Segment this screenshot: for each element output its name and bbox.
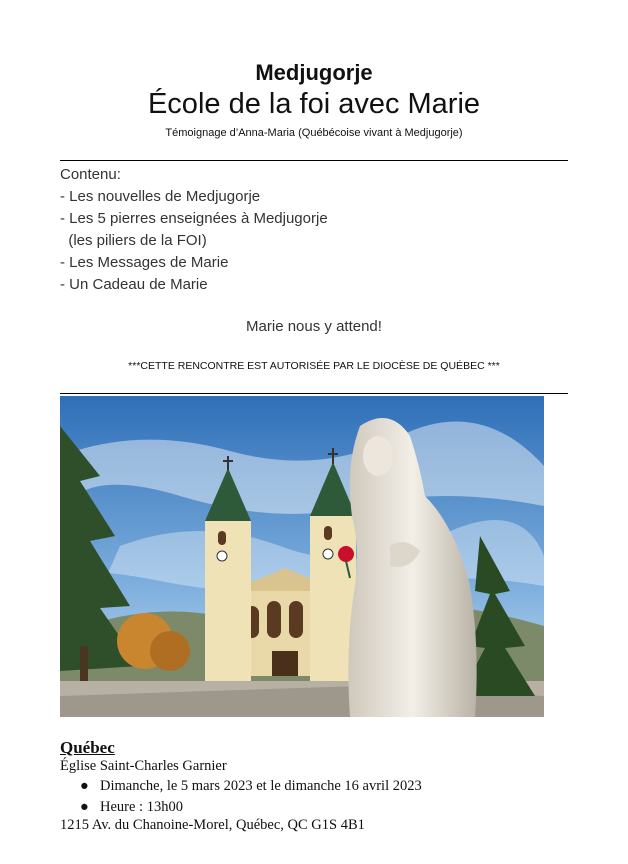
contents-item: - Les 5 pierres enseignées à Medjugorje bbox=[60, 210, 328, 227]
testimony-line: Témoignage d’Anna-Maria (Québécoise vivant à Medjugorje) bbox=[165, 127, 463, 139]
approval-notice: ***CETTE RENCONTRE EST AUTORISÉE PAR LE DIOCÈSE DE QUÉBEC *** bbox=[128, 360, 500, 372]
page-subtitle: École de la foi avec Marie bbox=[147, 88, 481, 120]
event-city: Québec bbox=[60, 738, 115, 757]
medjugorje-church-photo bbox=[60, 396, 544, 717]
contents-item: - Un Cadeau de Marie bbox=[60, 276, 208, 293]
contents-item: - Les nouvelles de Medjugorje bbox=[60, 188, 261, 205]
event-details bbox=[80, 776, 422, 818]
contents-item: (les piliers de la FOI) bbox=[60, 232, 207, 249]
bullet-icon: ● bbox=[80, 778, 89, 794]
event-date: Dimanche, le 5 mars 2023 et le dimanche 16 avril 2023 bbox=[100, 778, 422, 794]
tagline: Marie nous y attend! bbox=[246, 318, 382, 335]
divider-top bbox=[60, 160, 568, 161]
event-detail-item bbox=[80, 797, 422, 818]
bullet-icon: ● bbox=[80, 799, 89, 815]
event-detail-item bbox=[80, 776, 422, 797]
event-church: Église Saint-Charles Garnier bbox=[60, 758, 227, 774]
event-address: 1215 Av. du Chanoine-Morel, Québec, QC G1S 4B1 bbox=[60, 817, 365, 833]
contents-item: - Les Messages de Marie bbox=[60, 254, 229, 271]
contents-list bbox=[60, 164, 328, 296]
event-time: Heure : 13h00 bbox=[100, 799, 183, 815]
divider-bottom bbox=[60, 393, 568, 394]
page-title: Medjugorje bbox=[255, 60, 373, 85]
contents-heading: Contenu: bbox=[60, 166, 121, 183]
